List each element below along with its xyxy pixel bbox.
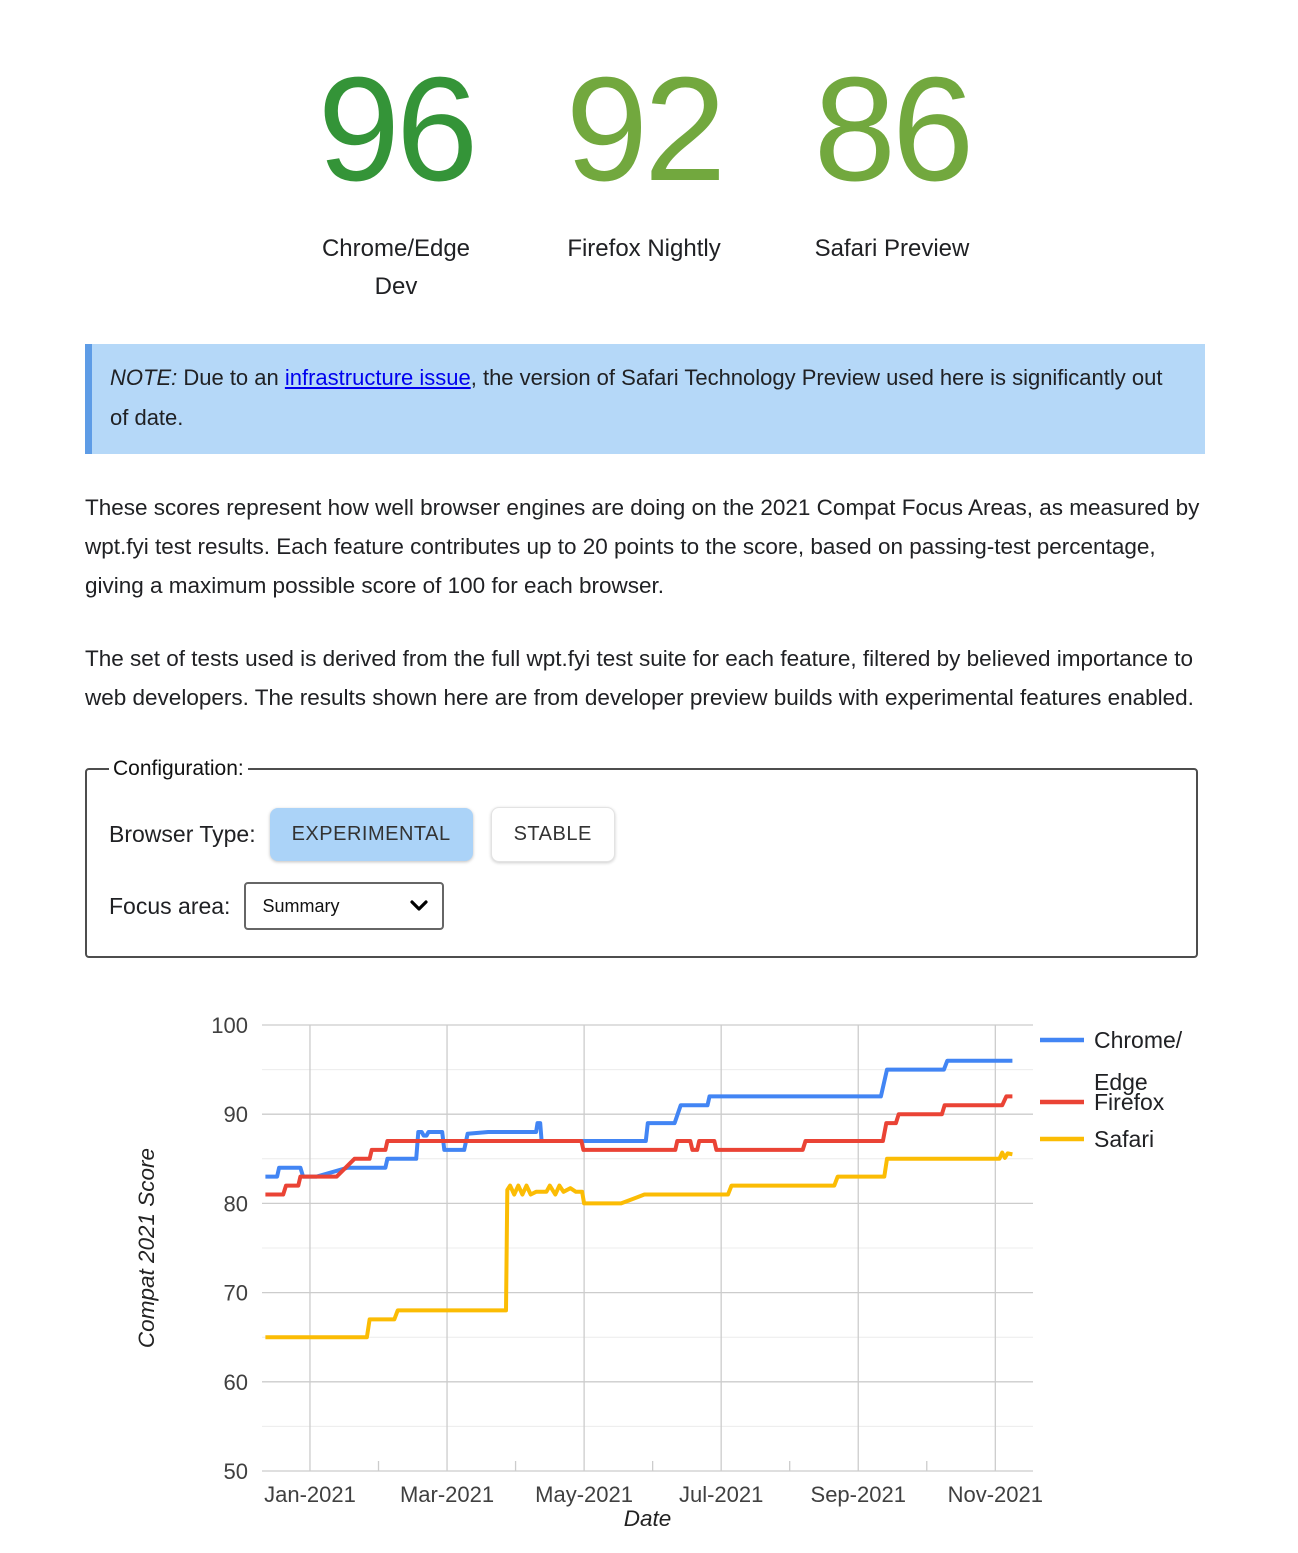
series-line-firefox[interactable] bbox=[265, 1096, 1012, 1194]
x-tick-label: Jul-2021 bbox=[678, 1482, 764, 1507]
y-tick-label: 70 bbox=[223, 1280, 248, 1306]
compat-trend-chart-svg[interactable] bbox=[130, 992, 1290, 1548]
focus-area-select[interactable] bbox=[244, 882, 444, 930]
focus-area-row bbox=[109, 882, 1176, 930]
score-label: Firefox Nightly bbox=[567, 235, 721, 262]
score-value: 92 bbox=[565, 47, 723, 212]
series-line-safari[interactable] bbox=[265, 1153, 1012, 1338]
score-firefox-nightly bbox=[520, 47, 768, 306]
focus-area-value: Summary bbox=[262, 895, 340, 916]
intro-paragraph: These scores represent how well browser engines are doing on the 2021 Compat Focus Areas, as measured by wpt.fyi test results. Each feature contributes up to 20 points to the score, based on passing-test percentage, giving a maximum possible score of 100 for each browser. bbox=[85, 495, 1200, 598]
tests-paragraph: The set of tests used is derived from the full wpt.fyi test suite for each feature, filtered by believed importance to web developers. The results shown here are from developer preview builds with experimental features enabled. bbox=[85, 646, 1194, 710]
score-safari-preview bbox=[768, 47, 1016, 306]
score-chrome-edge-dev bbox=[272, 47, 520, 306]
x-tick-label: Jan-2021 bbox=[264, 1482, 356, 1507]
stable-button[interactable]: STABLE bbox=[491, 807, 615, 862]
y-tick-label: 60 bbox=[223, 1369, 248, 1395]
y-tick-label: 100 bbox=[211, 1013, 248, 1038]
x-tick-label: Sep-2021 bbox=[810, 1482, 906, 1507]
score-label: Safari Preview bbox=[814, 235, 970, 262]
legend-label[interactable]: Chrome/ bbox=[1094, 1027, 1183, 1053]
experimental-button[interactable]: EXPERIMENTAL bbox=[270, 808, 473, 861]
configuration-legend: Configuration: bbox=[113, 757, 244, 780]
note-banner: NOTE: Due to an infrastructure issue, the version of Safari Technology Preview used here is significantly out of date. bbox=[85, 344, 1205, 454]
scores-summary bbox=[0, 47, 1298, 306]
score-label: Chrome/Edge Dev bbox=[321, 235, 471, 300]
configuration-fieldset bbox=[85, 757, 1198, 958]
legend-label[interactable]: Firefox bbox=[1094, 1089, 1165, 1115]
x-tick-label: Mar-2021 bbox=[399, 1482, 495, 1507]
focus-area-label: Focus area: bbox=[109, 892, 231, 919]
score-value: 96 bbox=[317, 47, 475, 212]
browser-type-row bbox=[109, 807, 1176, 862]
infrastructure-issue-link[interactable]: infrastructure issue bbox=[284, 365, 471, 390]
score-value: 86 bbox=[813, 47, 971, 212]
y-tick-label: 90 bbox=[223, 1102, 248, 1128]
x-tick-label: Nov-2021 bbox=[947, 1482, 1044, 1507]
x-tick-label: May-2021 bbox=[535, 1482, 634, 1507]
y-axis-title: Compat 2021 Score bbox=[134, 1147, 159, 1349]
note-prefix: NOTE: bbox=[110, 365, 178, 390]
legend-label[interactable]: Edge bbox=[1094, 1069, 1148, 1095]
chevron-down-icon bbox=[410, 900, 428, 912]
browser-type-label: Browser Type: bbox=[109, 821, 256, 847]
x-axis-title: Date bbox=[623, 1506, 672, 1531]
compat-trend-chart[interactable] bbox=[130, 992, 1298, 1553]
y-tick-label: 50 bbox=[223, 1459, 248, 1484]
legend-label[interactable]: Safari bbox=[1094, 1126, 1155, 1152]
y-tick-label: 80 bbox=[223, 1191, 248, 1217]
